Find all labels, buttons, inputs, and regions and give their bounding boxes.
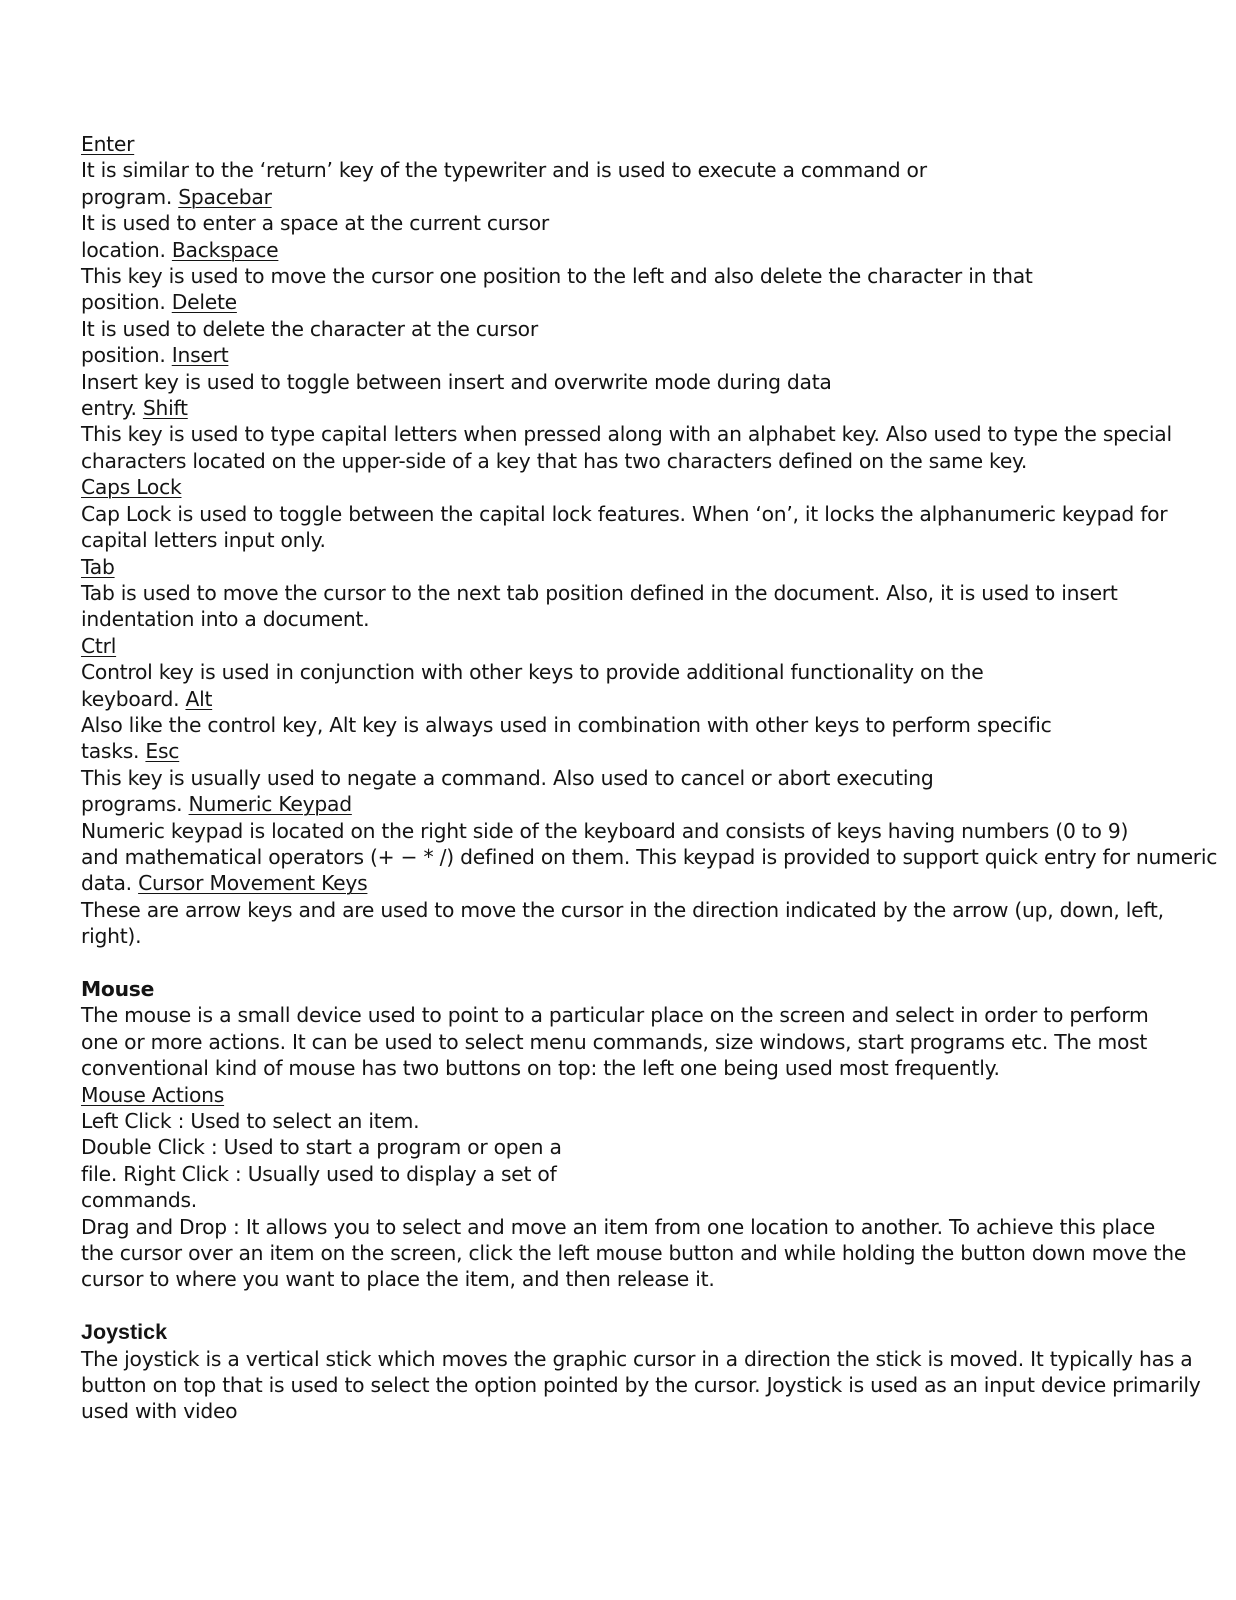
drag-drop-desc-1: Drag and Drop : It allows you to select and move an item from one location to another. To achieve this place (81, 1214, 1156, 1239)
numeric-keypad-line (81, 791, 1181, 817)
shift-title: Shift (142, 396, 188, 421)
mouse-actions-title: Mouse Actions (81, 1082, 225, 1107)
insert-desc-end: entry. (81, 396, 137, 421)
tab-title: Tab (81, 554, 115, 579)
ctrl-title: Ctrl (81, 633, 117, 658)
mouse-desc-3: conventional kind of mouse has two buttons on top: the left one being used most frequently. (81, 1056, 1000, 1081)
drag-drop-desc-3: cursor to where you want to place the item, and then release it. (81, 1267, 715, 1292)
cursor-movement-line (81, 870, 1181, 896)
mouse-actions-line (81, 1082, 1181, 1108)
section-gap (81, 950, 1181, 976)
alt-title: Alt (185, 686, 213, 711)
enter-desc: It is similar to the ‘return’ key of the typewriter and is used to execute a command or (81, 158, 927, 183)
mouse-desc-2: one or more actions. It can be used to select menu commands, size windows, start programs etc. The most (81, 1029, 1148, 1054)
spacebar-title: Spacebar (178, 184, 272, 209)
delete-desc-end: position. (81, 343, 166, 368)
ctrl-desc-end: keyboard. (81, 686, 180, 711)
caps-lock-desc-1: Cap Lock is used to toggle between the capital lock features. When ‘on’, it locks the alphanumeric keypad for (81, 501, 1168, 526)
joystick-desc-3: used with video (81, 1399, 238, 1424)
drag-drop-desc-2: the cursor over an item on the screen, click the left mouse button and while holding the button down move the (81, 1241, 1187, 1266)
delete-desc: It is used to delete the character at the cursor (81, 316, 538, 341)
document-page (81, 131, 1218, 1425)
shift-desc-1: This key is used to type capital letters when pressed along with an alphabet key. Also used to type the special (81, 422, 1172, 447)
esc-title: Esc (145, 739, 180, 764)
numeric-keypad-desc-end: data. (81, 871, 132, 896)
esc-desc: This key is usually used to negate a command. Also used to cancel or abort executing (81, 765, 934, 790)
caps-lock-desc-2: capital letters input only. (81, 528, 326, 553)
spacebar-line (81, 184, 1181, 210)
backspace-title: Backspace (171, 237, 279, 262)
insert-line (81, 342, 1181, 368)
alt-desc: Also like the control key, Alt key is always used in combination with other keys to perform specific (81, 712, 1052, 737)
backspace-desc-end: position. (81, 290, 166, 315)
enter-line (81, 131, 1181, 157)
esc-line (81, 738, 1181, 764)
enter-title: Enter (81, 132, 135, 156)
mouse-heading: Mouse (81, 976, 155, 1001)
spacebar-desc-end: location. (81, 237, 166, 262)
caps-lock-line (81, 474, 1181, 500)
alt-line (81, 686, 1181, 712)
delete-line (81, 289, 1181, 315)
joystick-desc-1: The joystick is a vertical stick which moves the graphic cursor in a direction the stick is moved. It typically has a (81, 1346, 1193, 1371)
insert-title: Insert (171, 343, 229, 368)
ctrl-line (81, 633, 1181, 659)
joystick-heading: Joystick (81, 1320, 168, 1345)
backspace-line (81, 237, 1181, 263)
insert-desc: Insert key is used to toggle between insert and overwrite mode during data (81, 369, 832, 394)
numeric-keypad-desc-2: and mathematical operators (+ − * /) defined on them. This keypad is provided to support quick entry for numeric (81, 844, 1218, 869)
enter-desc-end: program. (81, 184, 173, 209)
tab-desc-1: Tab is used to move the cursor to the next tab position defined in the document. Also, it is used to insert (81, 580, 1118, 605)
cursor-movement-desc-2: right). (81, 924, 142, 949)
esc-desc-end: programs. (81, 792, 183, 817)
tab-desc-2: indentation into a document. (81, 607, 370, 632)
right-click-desc-2: commands. (81, 1188, 197, 1213)
spacebar-desc: It is used to enter a space at the current cursor (81, 211, 549, 236)
cursor-movement-desc-1: These are arrow keys and are used to move the cursor in the direction indicated by the arrow (up, down, left, (81, 897, 1164, 922)
backspace-desc: This key is used to move the cursor one position to the left and also delete the character in that (81, 264, 1033, 289)
shift-desc-2: characters located on the upper-side of a key that has two characters defined on the same key. (81, 448, 1028, 473)
cursor-movement-title: Cursor Movement Keys (138, 871, 368, 896)
shift-line (81, 395, 1181, 421)
tab-line (81, 554, 1181, 580)
joystick-desc-2: button on top that is used to select the option pointed by the cursor. Joystick is used as an input device primarily (81, 1373, 1201, 1398)
double-click-desc: Double Click : Used to start a program or open a (81, 1135, 562, 1160)
mouse-desc-1: The mouse is a small device used to point to a particular place on the screen and select in order to perform (81, 1003, 1149, 1028)
caps-lock-title: Caps Lock (81, 475, 182, 500)
left-click-desc: Left Click : Used to select an item. (81, 1109, 420, 1134)
numeric-keypad-desc-1: Numeric keypad is located on the right side of the keyboard and consists of keys having numbers (0 to 9) (81, 818, 1129, 843)
ctrl-desc: Control key is used in conjunction with other keys to provide additional functionality on the (81, 660, 984, 685)
delete-title: Delete (171, 290, 237, 315)
numeric-keypad-title: Numeric Keypad (188, 792, 352, 817)
section-gap (81, 1293, 1181, 1319)
alt-desc-end: tasks. (81, 739, 140, 764)
right-click-desc-1: file. Right Click : Usually used to display a set of (81, 1161, 557, 1186)
